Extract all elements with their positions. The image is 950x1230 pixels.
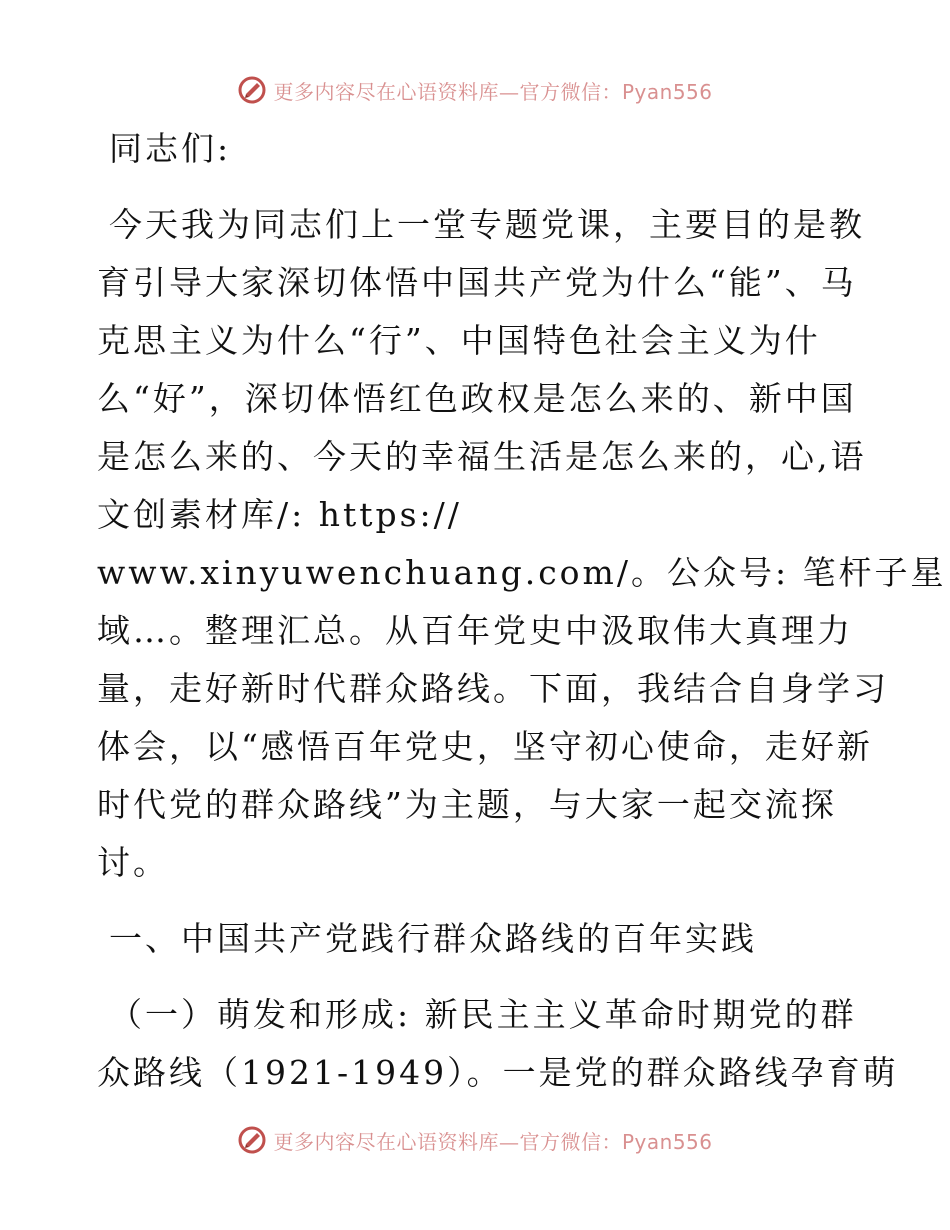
watermark-text: 更多内容尽在心语资料库—官方微信：Pyan556 (273, 79, 713, 104)
xinyu-logo-icon (237, 1125, 267, 1155)
paragraph-line: 讨。 (97, 843, 169, 882)
paragraph-line: 文创素材库/: https:// (97, 495, 462, 534)
paragraph-line: 体会，以“感悟百年党史，坚守初心使命，走好新 (97, 727, 873, 766)
header-watermark (0, 70, 950, 110)
paragraph-line: 是怎么来的、今天的幸福生活是怎么来的，心,语 (97, 437, 867, 476)
document-body (97, 120, 947, 1102)
paragraph-line: 域…。整理汇总。从百年党史中汲取伟大真理力 (97, 611, 853, 650)
footer-watermark (0, 1120, 950, 1160)
paragraph-line: 时代党的群众路线”为主题，与大家一起交流探 (97, 785, 837, 824)
paragraph-line: www.xinyuwenchuang.com/。公众号: 笔杆子星 (97, 553, 947, 592)
paragraph-line: 么“好”，深切体悟红色政权是怎么来的、新中国 (97, 379, 857, 418)
paragraph-2 (97, 986, 899, 1102)
paragraph-line: 众路线（1921-1949）。一是党的群众路线孕育萌 (97, 1053, 899, 1092)
xinyu-logo-icon (237, 75, 267, 105)
paragraph-1 (97, 196, 947, 892)
paragraph-line: （一）萌发和形成: 新民主主义革命时期党的群 (109, 995, 857, 1034)
paragraph-line: 育引导大家深切体悟中国共产党为什么“能”、马 (97, 263, 857, 302)
paragraph-line: 克思主义为什么“行”、中国特色社会主义为什 (97, 321, 821, 360)
greeting: 同志们: (109, 129, 232, 168)
section-heading: 一、中国共产党践行群众路线的百年实践 (109, 919, 757, 958)
watermark-text: 更多内容尽在心语资料库—官方微信：Pyan556 (273, 1129, 713, 1154)
paragraph-line: 量，走好新时代群众路线。下面，我结合自身学习 (97, 669, 889, 708)
paragraph-line: 今天我为同志们上一堂专题党课，主要目的是教 (109, 205, 865, 244)
